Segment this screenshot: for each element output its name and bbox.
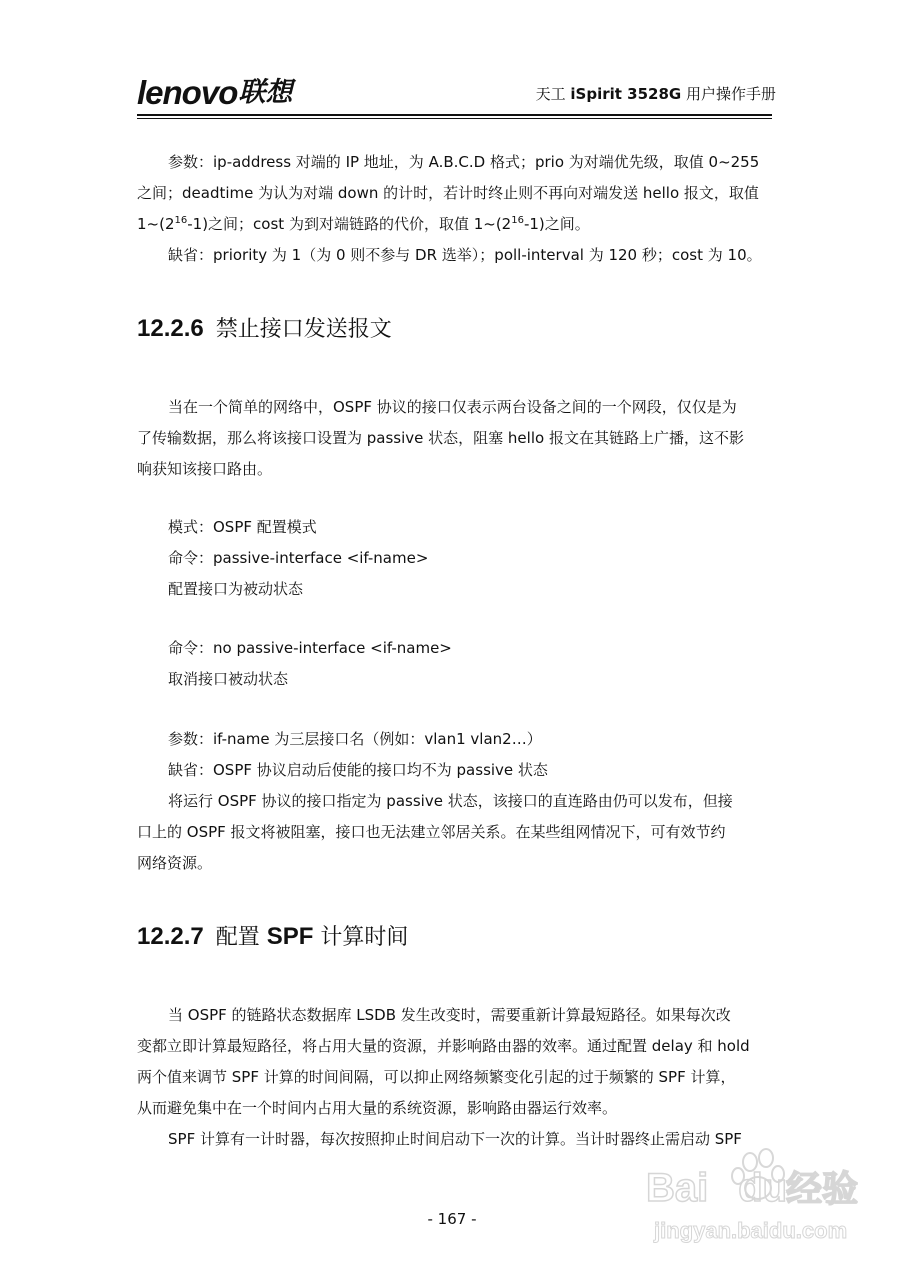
s1226-para1-line-1: 当在一个简单的网络中，OSPF 协议的接口仅表示两台设备之间的一个网段，仅仅是为 (168, 398, 737, 416)
section-title-part-b: 计算时间 (313, 925, 409, 950)
s1227-para1-line-1: 当 OSPF 的链路状态数据库 LSDB 发生改变时，需要重新计算最短路径。如果每次改 (168, 1006, 731, 1024)
s1226-params: 参数：if-name 为三层接口名（例如：vlan1 vlan2…） (168, 730, 542, 748)
manual-title-prefix: 天工 (535, 85, 571, 103)
intro-params-line-1: 参数：ip-address 对端的 IP 地址，为 A.B.C.D 格式；prio 为对端优先级，取值 0~255 (168, 153, 760, 171)
s1227-para2-line-1: SPF 计算有一计时器，每次按照抑止时间启动下一次的计算。当计时器终止需启动 SPF (168, 1130, 742, 1148)
header-divider (137, 114, 772, 116)
s1226-note-line-1: 将运行 OSPF 协议的接口指定为 passive 状态，该接口的直连路由仍可以发布，但接 (168, 792, 733, 810)
section-number: 12.2.6 (137, 315, 204, 342)
header-divider-thin (137, 118, 772, 119)
s1226-default: 缺省：OSPF 协议启动后使能的接口均不为 passive 状态 (168, 761, 548, 779)
manual-title (536, 84, 776, 104)
s1226-note-line-3: 网络资源。 (137, 854, 213, 872)
lenovo-logo (137, 76, 292, 110)
s1226-mode: 模式：OSPF 配置模式 (168, 518, 317, 536)
intro-params-line-2: 之间；deadtime 为认为对端 down 的计时，若计时终止则不再向对端发送 hello 报文，取值 (137, 184, 759, 202)
section-title-part-a: 配置 (215, 925, 267, 950)
baidu-watermark-jingyan: 经验 (786, 1169, 859, 1210)
intro-default-line: 缺省：priority 为 1（为 0 则不参与 DR 选举）；poll-interval 为 120 秒；cost 为 10。 (168, 246, 762, 264)
manual-title-suffix: 用户操作手册 (681, 85, 776, 103)
s1227-para1-line-4: 从而避免集中在一个时间内占用大量的系统资源，影响路由器运行效率。 (137, 1099, 618, 1117)
logo-cjk-text: 联想 (238, 77, 293, 108)
s1226-command-2-desc: 取消接口被动状态 (168, 670, 289, 688)
section-title-bold: SPF (266, 923, 314, 950)
intro-params-line-3: $1\sim(2^{16}-1)$之间；cost 为到对端链路的代价，取值 $1\sim(2^{16}-1)$之间。 (137, 215, 590, 233)
section-heading-12-2-6 (137, 314, 392, 345)
s1226-command-1-desc: 配置接口为被动状态 (168, 580, 304, 598)
s1226-para1-line-2: 了传输数据，那么将该接口设置为 passive 状态，阻塞 hello 报文在其链路上广播，这不影 (137, 429, 744, 447)
page-number: - 167 - (427, 1210, 477, 1228)
section-heading-12-2-7 (137, 922, 408, 953)
manual-title-product: iSpirit 3528G (570, 85, 682, 103)
section-number: 12.2.7 (137, 923, 204, 950)
section-title: 禁止接口发送报文 (215, 317, 392, 342)
baidu-watermark-url: jingyan.baidu.com (654, 1218, 848, 1243)
s1226-para1-line-3: 响获知该接口路由。 (137, 460, 273, 478)
s1227-para1-line-2: 变都立即计算最短路径，将占用大量的资源，并影响路由器的效率。通过配置 delay 和 hold (137, 1037, 750, 1055)
s1226-command-1: 命令：passive-interface <if-name> (168, 549, 429, 567)
logo-latin-text: lenovo (137, 74, 238, 111)
s1226-note-line-2: 口上的 OSPF 报文将被阻塞，接口也无法建立邻居关系。在某些组网情况下，可有效节约 (137, 823, 726, 841)
s1226-command-2: 命令：no passive-interface <if-name> (168, 639, 452, 657)
baidu-watermark-brand: Bai du (646, 1166, 788, 1210)
s1227-para1-line-3: 两个值来调节 SPF 计算的时间间隔，可以抑止网络频繁变化引起的过于频繁的 SPF 计算， (137, 1068, 736, 1086)
